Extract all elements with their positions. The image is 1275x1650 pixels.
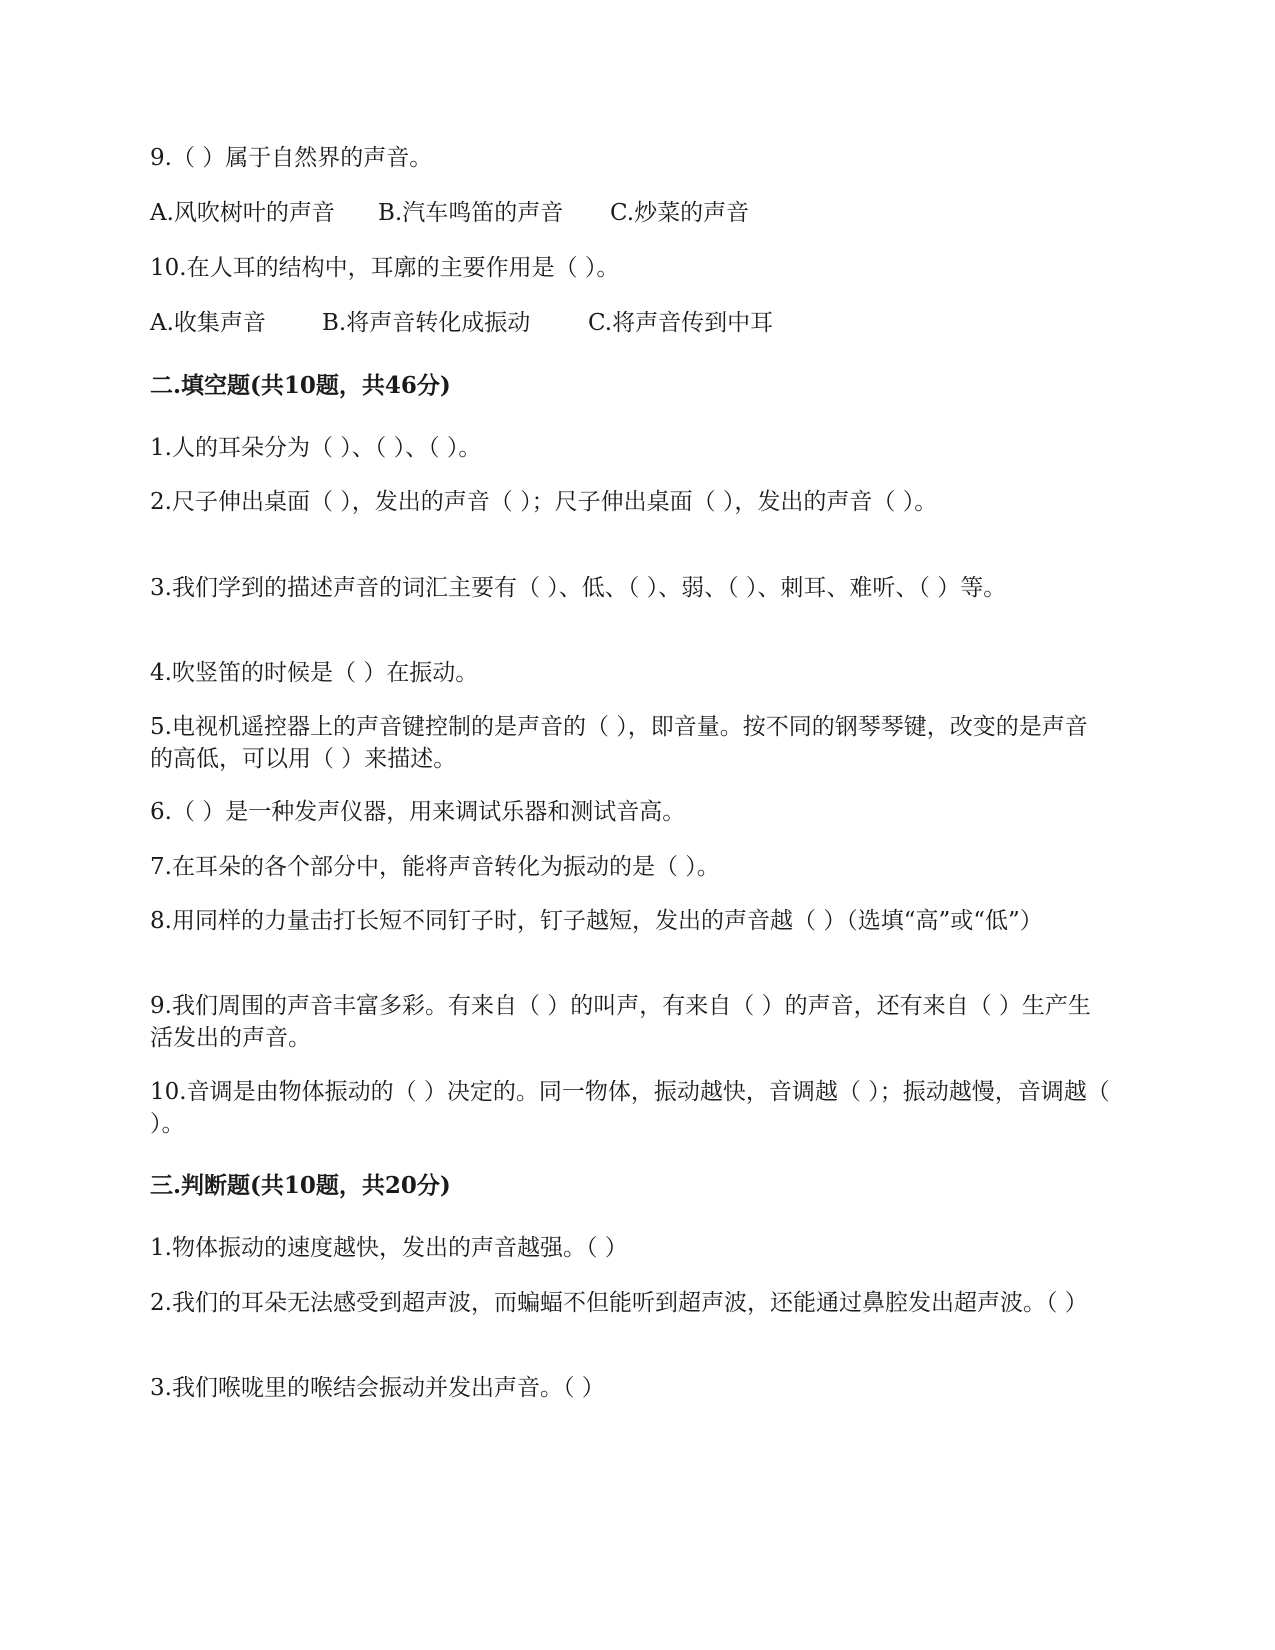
question-10-option-b: B.将声音转化成振动 — [322, 310, 531, 336]
true-false-item-3: 3.我们喉咙里的喉结会振动并发出声音。（ ） — [150, 1375, 605, 1401]
question-10-option-c: C.将声音传到中耳 — [588, 310, 774, 336]
true-false-item-1: 1.物体振动的速度越快，发出的声音越强。（ ） — [150, 1235, 628, 1261]
fill-blank-item-1: 1.人的耳朵分为（ ）、（ ）、（ ）。 — [150, 435, 482, 461]
fill-blank-item-6: 6.（ ）是一种发声仪器，用来调试乐器和测试音高。 — [150, 799, 686, 825]
fill-blank-item-7: 7.在耳朵的各个部分中，能将声音转化为振动的是（ ）。 — [150, 854, 720, 880]
fill-blank-item-2: 2.尺子伸出桌面（ ），发出的声音（ ）；尺子伸出桌面（ ），发出的声音（ ）。 — [150, 489, 938, 515]
question-9-option-c: C.炒菜的声音 — [610, 200, 750, 226]
fill-blank-item-4: 4.吹竖笛的时候是（ ）在振动。 — [150, 660, 479, 686]
section-2-heading: 二.填空题(共10题，共46分) — [150, 372, 451, 399]
question-10-text: 10.在人耳的结构中，耳廓的主要作用是（ ）。 — [150, 255, 620, 281]
fill-blank-item-5: 5.电视机遥控器上的声音键控制的是声音的（ ），即音量。按不同的钢琴琴键，改变的是声音的高低，可以用（ ）来描述。 — [150, 714, 1088, 772]
fill-blank-item-8: 8.用同样的力量击打长短不同钉子时，钉子越短，发出的声音越（ ）（选填“高”或“低”） — [150, 908, 1043, 934]
question-9-text: 9.（ ）属于自然界的声音。 — [150, 145, 433, 171]
fill-blank-item-10: 10.音调是由物体振动的（ ）决定的。同一物体，振动越快，音调越（ ）；振动越慢，音调越（ ）。 — [150, 1079, 1110, 1137]
section-3-heading: 三.判断题(共10题，共20分) — [150, 1172, 451, 1199]
question-9-option-a: A.风吹树叶的声音 — [150, 200, 335, 226]
question-9-option-b: B.汽车鸣笛的声音 — [378, 200, 564, 226]
fill-blank-item-9: 9.我们周围的声音丰富多彩。有来自（ ）的叫声，有来自（ ）的声音，还有来自（ ）生产生活发出的声音。 — [150, 993, 1091, 1051]
question-10-options — [150, 307, 1110, 339]
question-10-option-a: A.收集声音 — [150, 310, 266, 336]
true-false-item-2: 2.我们的耳朵无法感受到超声波，而蝙蝠不但能听到超声波，还能通过鼻腔发出超声波。（ ） — [150, 1290, 1088, 1316]
fill-blank-item-3: 3.我们学到的描述声音的词汇主要有（ ）、低、（ ）、弱、（ ）、刺耳、难听、（ ）等。 — [150, 575, 1007, 601]
question-9-options — [150, 197, 1110, 229]
